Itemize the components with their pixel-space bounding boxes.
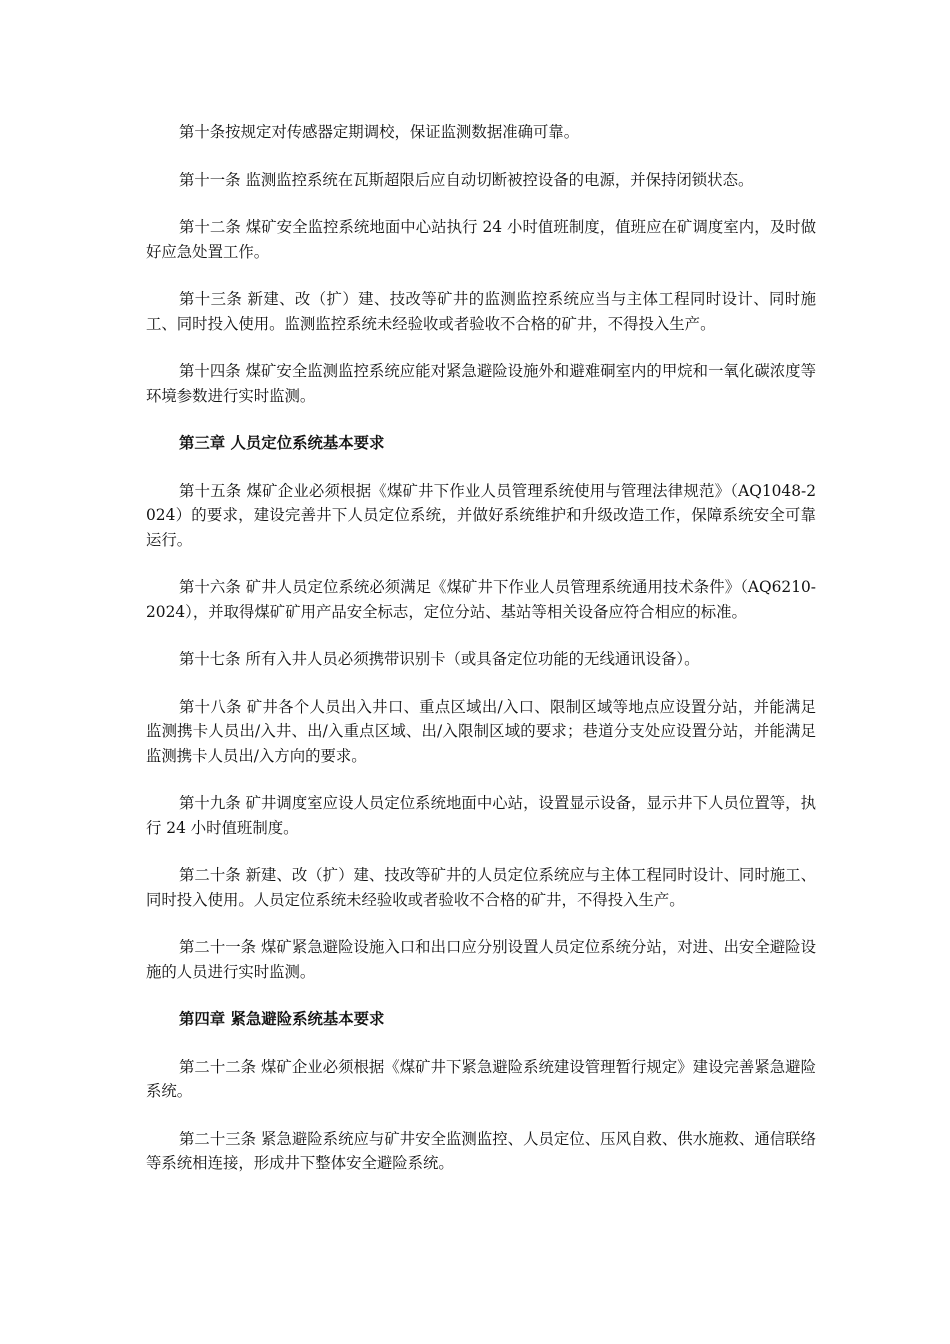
article-12: 第十二条 煤矿安全监控系统地面中心站执行 24 小时值班制度，值班应在矿调度室内，及时做好应急处置工作。 <box>146 218 816 261</box>
article-10: 第十条按规定对传感器定期调校，保证监测数据准确可靠。 <box>179 123 580 141</box>
article-20: 第二十条 新建、改（扩）建、技改等矿井的人员定位系统应与主体工程同时设计、同时施工、同时投入使用。人员定位系统未经验收或者验收不合格的矿井，不得投入生产。 <box>146 866 816 909</box>
chapter-4-heading: 第四章 紧急避险系统基本要求 <box>179 1010 385 1028</box>
article-22: 第二十二条 煤矿企业必须根据《煤矿井下紧急避险系统建设管理暂行规定》建设完善紧急避险系统。 <box>146 1057 816 1100</box>
article-16: 第十六条 矿井人员定位系统必须满足《煤矿井下作业人员管理系统通用技术条件》（AQ6210-2024），并取得煤矿矿用产品安全标志，定位分站、基站等相关设备应符合相应的标准。 <box>146 578 816 621</box>
article-17: 第十七条 所有入井人员必须携带识别卡（或具备定位功能的无线通讯设备）。 <box>179 650 700 668</box>
article-23: 第二十三条 紧急避险系统应与矿井安全监测监控、人员定位、压风自救、供水施救、通信联络等系统相连接，形成井下整体安全避险系统。 <box>146 1129 816 1172</box>
article-11: 第十一条 监测监控系统在瓦斯超限后应自动切断被控设备的电源，并保持闭锁状态。 <box>179 170 754 189</box>
article-13: 第十三条 新建、改（扩）建、技改等矿井的监测监控系统应当与主体工程同时设计、同时施工、同时投入使用。监测监控系统未经验收或者验收不合格的矿井，不得投入生产。 <box>146 290 816 333</box>
article-18: 第十八条 矿井各个人员出入井口、重点区域出/入口、限制区域等地点应设置分站，并能满足监测携卡人员出/入井、出/入重点区域、出/入限制区域的要求；巷道分支处应设置分站，并能满足监测携卡人员出/入方向的要求。 <box>146 697 816 765</box>
chapter-3-heading: 第三章 人员定位系统基本要求 <box>179 434 385 452</box>
article-19: 第十九条 矿井调度室应设人员定位系统地面中心站，设置显示设备，显示井下人员位置等，执行 24 小时值班制度。 <box>146 794 816 837</box>
article-15: 第十五条 煤矿企业必须根据《煤矿井下作业人员管理系统使用与管理法律规范》（AQ1048-2024）的要求，建设完善井下人员定位系统，并做好系统维护和升级改造工作，保障系统安全可靠运行。 <box>146 481 816 549</box>
article-14: 第十四条 煤矿安全监测监控系统应能对紧急避险设施外和避难硐室内的甲烷和一氧化碳浓度等环境参数进行实时监测。 <box>146 362 816 405</box>
article-21: 第二十一条 煤矿紧急避险设施入口和出口应分别设置人员定位系统分站，对进、出安全避险设施的人员进行实时监测。 <box>146 938 816 981</box>
document-body <box>146 120 816 1199</box>
